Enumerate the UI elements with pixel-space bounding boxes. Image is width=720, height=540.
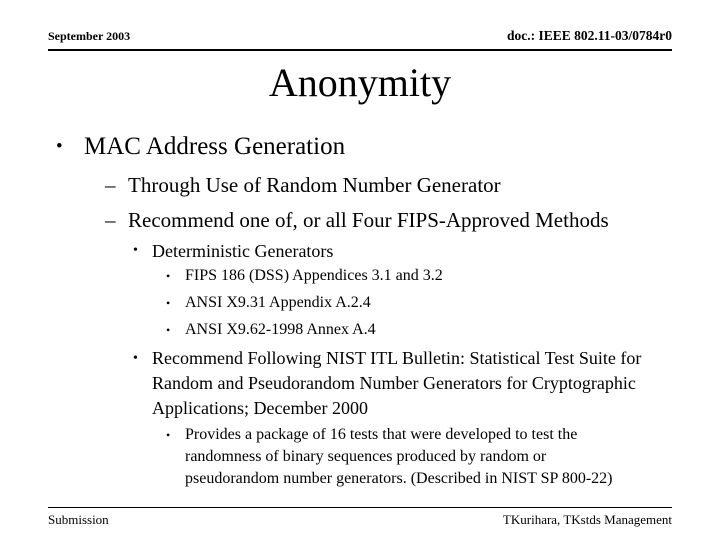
bullet-marker: • [166,428,171,442]
footer-author: TKurihara, TKstds Management [502,512,672,527]
bullet-text: Recommend one of, or all Four FIPS-Approved Methods [128,208,609,232]
header-date: September 2003 [48,29,131,43]
bullet-ansi-x931 [0,293,720,313]
bullet-text: Provides a package of 16 tests that were developed to test the randomness of binary sequences produced by random or pseudorandom number generators. (Described in NIST SP 800-22) [185,426,613,487]
bullet-fips-186 [0,266,720,286]
bullet-text: Through Use of Random Number Generator [128,173,501,197]
bullet-random-number-generator [0,172,720,198]
bullet-nist-itl-bulletin [0,346,720,421]
slide-title: Anonymity [268,60,452,105]
slide-body [0,132,720,490]
slide-footer [48,507,672,528]
bullet-marker: • [133,243,138,258]
header-doc-number: doc.: IEEE 802.11-03/0784r0 [506,28,672,43]
bullet-marker: • [133,351,138,366]
bullet-marker: – [105,173,116,197]
slide-header [48,28,672,51]
bullet-text: Recommend Following NIST ITL Bulletin: Statistical Test Suite for Random and Pseudorandom Number Generators for Cryptographic Applications; December 2000 [152,348,642,418]
bullet-marker: • [166,296,171,310]
bullet-text: Deterministic Generators [152,241,334,261]
bullet-text: ANSI X9.31 Appendix A.2.4 [185,294,371,311]
bullet-marker: • [56,136,63,157]
bullet-mac-address-generation [0,132,720,162]
bullet-text: MAC Address Generation [84,133,346,160]
bullet-text: FIPS 186 (DSS) Appendices 3.1 and 3.2 [185,267,443,284]
bullet-fips-approved-methods [0,207,720,233]
footer-submission: Submission [48,512,109,527]
bullet-marker: • [166,269,171,283]
bullet-marker: • [166,323,171,337]
bullet-deterministic-generators [0,240,720,262]
bullet-text: ANSI X9.62-1998 Annex A.4 [185,321,376,338]
bullet-sixteen-tests [0,424,720,490]
bullet-marker: – [105,208,116,232]
bullet-ansi-x962 [0,320,720,340]
